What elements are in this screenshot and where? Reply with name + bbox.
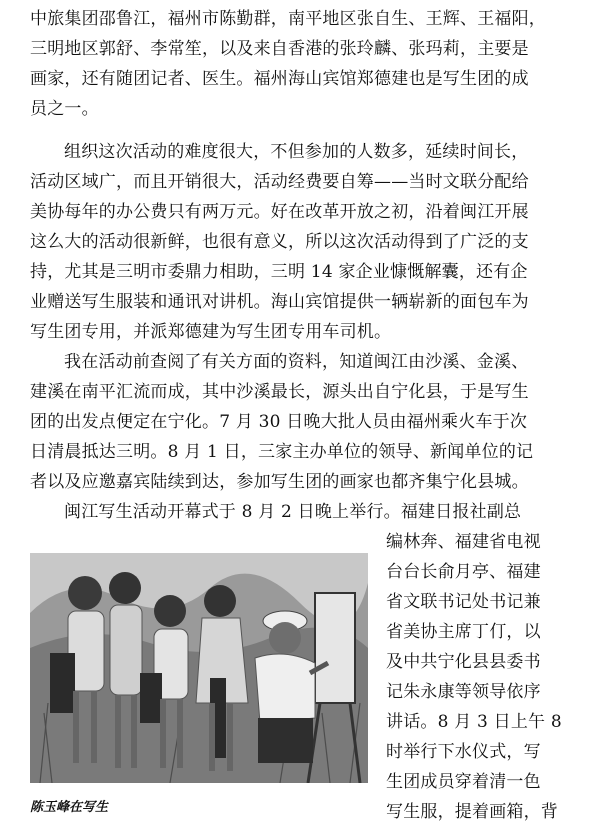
text-line: 编林奔、福建省电视 xyxy=(386,532,541,552)
text-line: 日清晨抵达三明。8 月 1 日，三家主办单位的领导、新闻单位的记 xyxy=(30,442,534,462)
text-line: 组织这次活动的难度很大，不但参加的人数多，延续时间长， xyxy=(64,142,529,162)
text-line: 记朱永康等领导依序 xyxy=(386,682,541,702)
photo-caption: 陈玉峰在写生 xyxy=(30,800,109,815)
text-line: 团的出发点便定在宁化。7 月 30 日晚大批人员由福州乘火车于次 xyxy=(30,412,528,432)
text-line: 我在活动前查阅了有关方面的资料，知道闽江由沙溪、金溪、 xyxy=(64,352,529,372)
photograph xyxy=(30,553,368,783)
text-line: 台台长俞月亭、福建 xyxy=(386,562,541,582)
text-line: 时举行下水仪式，写 xyxy=(386,742,541,762)
text-line: 画家，还有随团记者、医生。福州海山宾馆郑德建也是写生团的成 xyxy=(30,69,529,89)
text-line: 持，尤其是三明市委鼎力相助，三明 14 家企业慷慨解囊，还有企 xyxy=(30,262,528,282)
text-line: 三明地区郭舒、李常笙，以及来自香港的张玲麟、张玛莉，主要是 xyxy=(30,39,529,59)
text-line: 闽江写生活动开幕式于 8 月 2 日晚上举行。福建日报社副总 xyxy=(64,502,522,522)
text-line: 写生团专用，并派郑德建为写生团专用车司机。 xyxy=(30,322,392,342)
text-line: 这么大的活动很新鲜，也很有意义，所以这次活动得到了广泛的支 xyxy=(30,232,529,252)
text-line: 省美协主席丁仃，以 xyxy=(386,622,541,642)
text-line: 美协每年的办公费只有两万元。好在改革开放之初，沿着闽江开展 xyxy=(30,202,529,222)
text-line: 业赠送写生服装和通讯对讲机。海山宾馆提供一辆崭新的面包车为 xyxy=(30,292,529,312)
text-line: 活动区域广，而且开销很大，活动经费要自筹——当时文联分配给 xyxy=(30,172,529,192)
text-line: 建溪在南平汇流而成，其中沙溪最长，源头出自宁化县，于是写生 xyxy=(30,382,529,402)
text-line: 生团成员穿着清一色 xyxy=(386,772,541,792)
text-line: 中旅集团邵鲁江，福州市陈勤群，南平地区张自生、王辉、王福阳， xyxy=(30,9,546,29)
text-line: 写生服，提着画箱，背 xyxy=(386,802,558,822)
text-line: 者以及应邀嘉宾陆续到达，参加写生团的画家也都齐集宁化县城。 xyxy=(30,472,529,492)
text-line: 员之一。 xyxy=(30,99,99,119)
text-line: 讲话。8 月 3 日上午 8 xyxy=(386,712,562,732)
text-line: 及中共宁化县县委书 xyxy=(386,652,541,672)
text-line: 省文联书记处书记兼 xyxy=(386,592,541,612)
